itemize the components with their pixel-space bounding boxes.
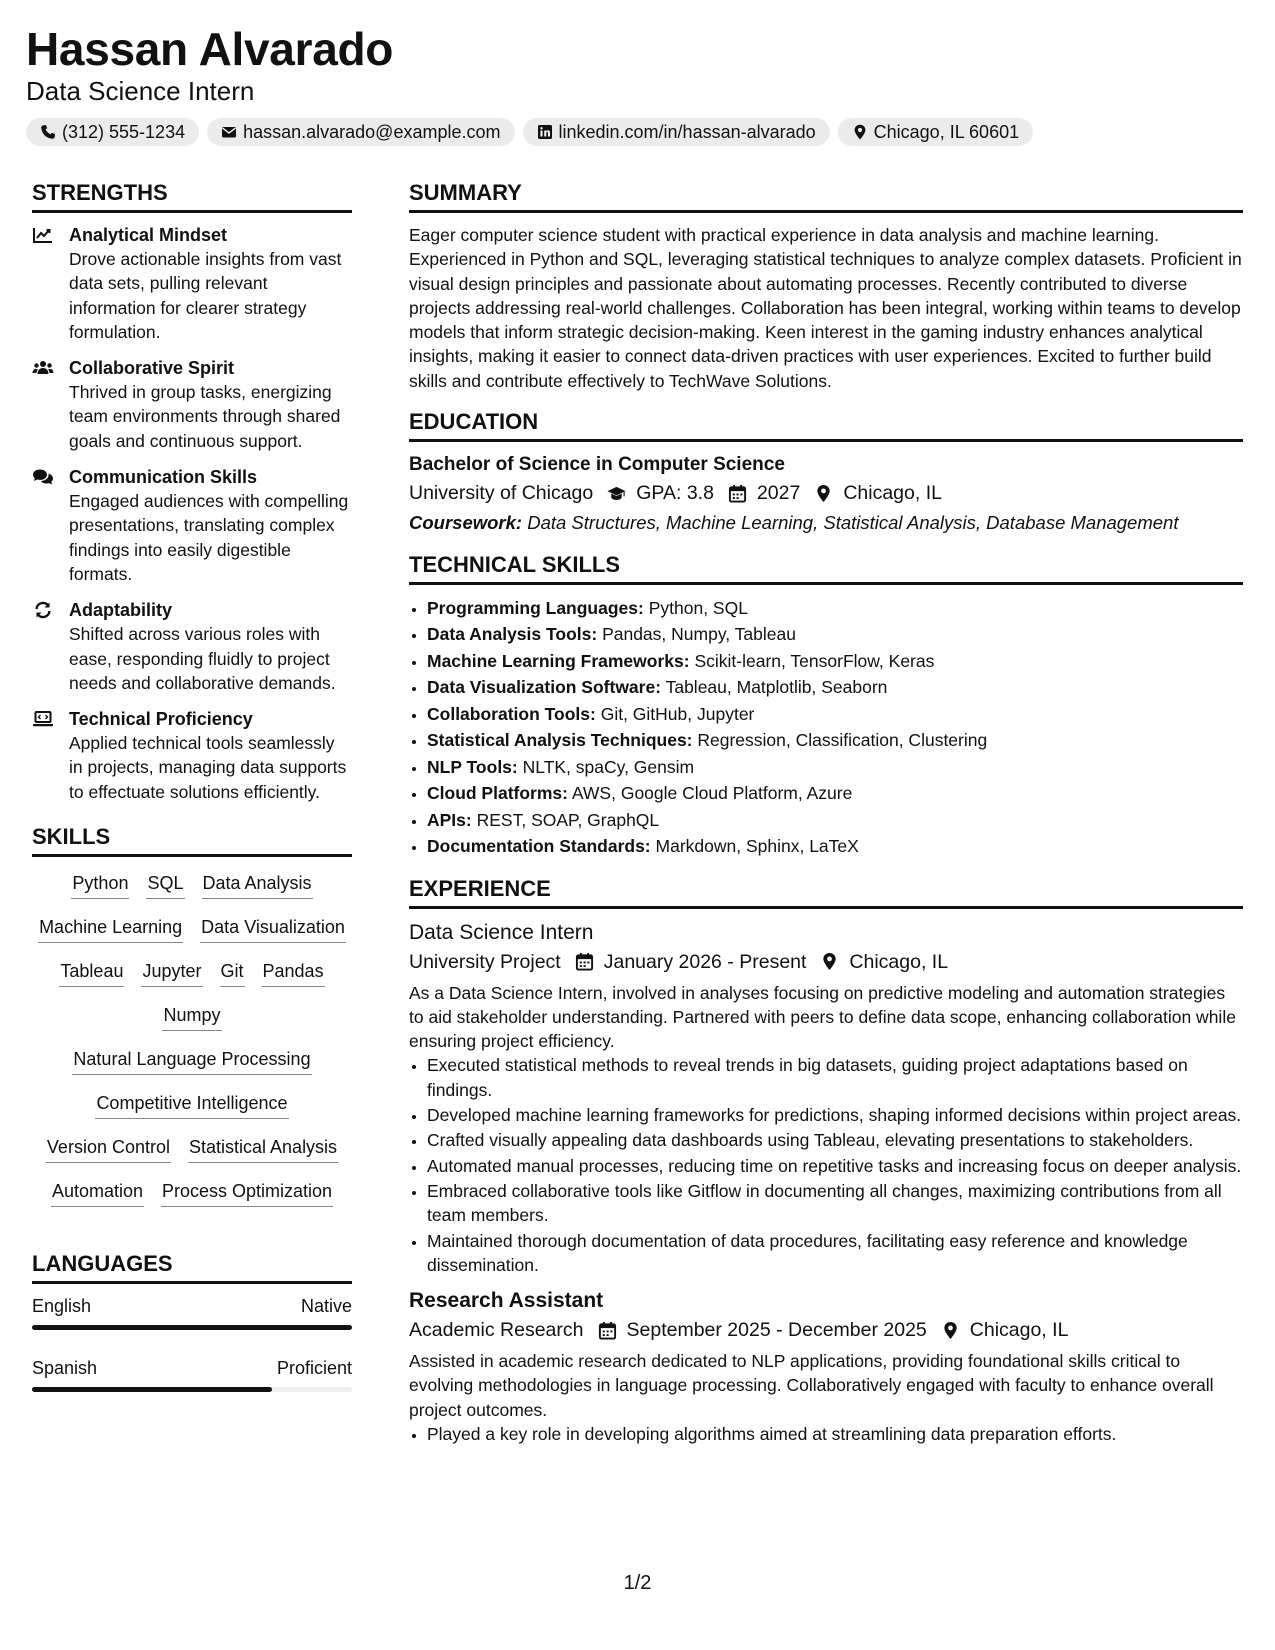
contact-location-text: Chicago, IL 60601 xyxy=(873,121,1020,142)
job-org: University Project xyxy=(409,950,561,973)
language-proficiency-fill xyxy=(32,1325,352,1330)
map-pin-icon xyxy=(820,952,839,971)
skill-tag: Statistical Analysis xyxy=(188,1135,338,1163)
experience-entry xyxy=(409,919,1243,1278)
chart-line-icon xyxy=(32,226,54,244)
skill-tag: Data Analysis xyxy=(202,871,313,899)
list-item xyxy=(427,595,1243,622)
page-number: 1/2 xyxy=(623,1572,652,1594)
strength-description: Shifted across various roles with ease, responding fluidly to project needs and collaborative demands. xyxy=(69,624,336,693)
education-gpa: GPA: 3.8 xyxy=(636,482,714,505)
skills-heading: SKILLS xyxy=(32,822,352,857)
skill-tag: Automation xyxy=(51,1179,144,1207)
skill-category: Data Analysis Tools: xyxy=(427,624,598,645)
list-item: • Maintained thorough documentation of data procedures, facilitating easy reference and knowledge dissemination. xyxy=(427,1229,1243,1278)
job-title: Data Science Intern xyxy=(409,920,594,944)
list-item xyxy=(427,833,1243,860)
coursework-list: Data Structures, Machine Learning, Statistical Analysis, Database Management xyxy=(527,512,1179,534)
language-level: Proficient xyxy=(276,1358,352,1379)
list-item: • Executed statistical methods to reveal trends in big datasets, guiding project adaptations based on findings. xyxy=(427,1053,1243,1102)
linkedin-icon xyxy=(537,124,553,140)
job-description: Assisted in academic research dedicated to NLP applications, providing foundational skills critical to evolving methodologies in language processing. Collaboratively engaged with faculty to enhance overall project outcomes. xyxy=(409,1351,1214,1420)
strength-description: Drove actionable insights from vast data sets, pulling relevant information for clearer strategy formulation. xyxy=(69,249,342,342)
skill-tag: Competitive Intelligence xyxy=(95,1091,288,1119)
skill-category: APIs: xyxy=(427,809,472,830)
map-pin-icon xyxy=(852,124,868,140)
resume-header xyxy=(26,22,1249,146)
contact-phone[interactable] xyxy=(26,118,199,146)
job-location: Chicago, IL xyxy=(969,1319,1069,1342)
job-dates: January 2026 - Present xyxy=(603,950,807,973)
calendar-icon xyxy=(598,1321,617,1340)
job-meta xyxy=(409,1315,1243,1345)
education-coursework xyxy=(409,511,1243,536)
skill-tag: Data Visualization xyxy=(200,915,346,943)
contact-phone-text: (312) 555-1234 xyxy=(62,121,186,142)
job-dates: September 2025 - December 2025 xyxy=(626,1319,927,1342)
job-bullets xyxy=(409,1053,1243,1277)
skill-tag: Machine Learning xyxy=(38,915,183,943)
skill-values: Regression, Classification, Clustering xyxy=(697,730,988,751)
list-item xyxy=(427,648,1243,675)
skill-category: NLP Tools: xyxy=(427,756,518,777)
skill-category: Programming Languages: xyxy=(427,597,644,618)
skill-category: Data Visualization Software: xyxy=(427,677,662,698)
skill-tag: Python xyxy=(71,871,129,899)
list-item xyxy=(427,754,1243,781)
skill-values: Markdown, Sphinx, LaTeX xyxy=(655,836,859,857)
language-item xyxy=(32,1294,352,1330)
job-title: Research Assistant xyxy=(409,1289,604,1313)
candidate-name: Hassan Alvarado xyxy=(26,23,394,75)
skill-category: Statistical Analysis Techniques: xyxy=(427,730,693,751)
strength-title: Analytical Mindset xyxy=(69,225,228,245)
users-icon xyxy=(32,359,54,377)
job-location: Chicago, IL xyxy=(849,950,949,973)
skill-tag: Jupyter xyxy=(141,959,202,987)
education-meta xyxy=(409,478,1243,508)
language-proficiency-fill xyxy=(32,1387,272,1392)
education-location: Chicago, IL xyxy=(843,482,942,505)
list-item: • Played a key role in developing algorithms aimed at streamlining data preparation efforts. xyxy=(427,1422,1243,1446)
skill-values: NLTK, spaCy, Gensim xyxy=(522,756,695,777)
job-bullets xyxy=(409,1422,1243,1446)
list-item xyxy=(427,621,1243,648)
strength-title: Collaborative Spirit xyxy=(69,358,235,379)
summary-heading: SUMMARY xyxy=(409,178,1243,213)
list-item xyxy=(427,807,1243,834)
list-item xyxy=(427,780,1243,807)
technical-skills-heading: TECHNICAL SKILLS xyxy=(409,550,1243,585)
language-proficiency-bar xyxy=(32,1387,352,1392)
language-level: Native xyxy=(300,1296,352,1317)
envelope-icon xyxy=(221,124,237,140)
list-item: • Automated manual processes, reducing time on repetitive tasks and increasing focus on deeper analysis. xyxy=(427,1154,1243,1178)
strength-item xyxy=(32,598,352,695)
languages-heading: LANGUAGES xyxy=(32,1249,352,1284)
education-heading: EDUCATION xyxy=(409,407,1243,442)
calendar-icon xyxy=(575,952,594,971)
skill-tag: Pandas xyxy=(262,959,325,987)
list-item xyxy=(427,701,1243,728)
experience-entry xyxy=(409,1287,1243,1446)
skill-tag: Numpy xyxy=(162,1003,221,1031)
job-description: As a Data Science Intern, involved in analyses focusing on predictive modeling and automation strategies to aid stakeholder understanding. Partnered with peers to define data scope, enhancing collaboration while ensuring project efficiency. xyxy=(409,982,1236,1052)
language-proficiency-bar xyxy=(32,1325,352,1330)
contact-bar xyxy=(26,118,1249,146)
skill-values: Tableau, Matplotlib, Seaborn xyxy=(665,677,888,698)
calendar-icon xyxy=(728,484,747,503)
language-item xyxy=(32,1356,352,1392)
job-meta xyxy=(409,947,1243,977)
skill-tag: Tableau xyxy=(59,959,124,987)
skill-values: Python, SQL xyxy=(648,597,748,618)
education-year: 2027 xyxy=(756,482,801,505)
list-item: • Embraced collaborative tools like Gitflow in documenting all changes, maximizing contributions from all team members. xyxy=(427,1179,1243,1228)
candidate-title: Data Science Intern xyxy=(26,76,255,106)
list-item: • Crafted visually appealing data dashboards using Tableau, elevating presentations to stakeholders. xyxy=(427,1128,1243,1152)
job-org: Academic Research xyxy=(409,1319,584,1342)
list-item xyxy=(427,727,1243,754)
graduation-cap-icon xyxy=(607,484,626,503)
skill-tag: Natural Language Processing xyxy=(72,1047,311,1075)
language-name: English xyxy=(32,1296,92,1317)
strength-item xyxy=(32,707,352,804)
map-pin-icon xyxy=(814,484,833,503)
strength-item xyxy=(32,223,352,344)
skill-category: Collaboration Tools: xyxy=(427,703,596,724)
phone-icon xyxy=(40,124,56,140)
strength-description: Thrived in group tasks, energizing team environments through shared goals and continuous support. xyxy=(69,382,341,451)
map-pin-icon xyxy=(941,1321,960,1340)
summary-text: Eager computer science student with practical experience in data analysis and machine learning. Experienced in Python and SQL, leveraging statistical techniques to analyze complex datasets. Proficient in visual design principles and passionate about automating processes. Recently contributed to diverse projects addressing real-world challenges. Collaboration has been integral, working within teams to develop models that inform strategic decision-making. Keen interest in the gaming industry enhances analytical insights, making it easier to connect data-driven practices with user experiences. Excited to further build skills and contribute effectively to TechWave Solutions. xyxy=(409,225,1242,391)
skill-values: Scikit-learn, TensorFlow, Keras xyxy=(694,650,935,671)
coursework-label: Coursework: xyxy=(409,512,523,534)
skill-category: Cloud Platforms: xyxy=(427,783,568,804)
list-item xyxy=(427,674,1243,701)
skill-tag: Git xyxy=(220,959,245,987)
contact-email[interactable] xyxy=(207,118,514,146)
education-school: University of Chicago xyxy=(409,482,594,505)
skill-tags xyxy=(32,867,352,1223)
skill-values: Git, GitHub, Jupyter xyxy=(600,703,755,724)
contact-location[interactable] xyxy=(838,118,1033,146)
skill-category: Documentation Standards: xyxy=(427,836,651,857)
contact-linkedin-text: linkedin.com/in/hassan-alvarado xyxy=(558,121,816,142)
language-name: Spanish xyxy=(32,1358,98,1379)
skill-values: AWS, Google Cloud Platform, Azure xyxy=(571,783,853,804)
strength-item xyxy=(32,356,352,453)
strength-title: Technical Proficiency xyxy=(69,709,253,730)
technical-skills-list xyxy=(409,595,1243,860)
left-column xyxy=(32,178,352,1410)
laptop-code-icon xyxy=(32,710,54,728)
strength-title: Adaptability xyxy=(69,600,173,621)
skill-tag: SQL xyxy=(146,871,184,899)
contact-linkedin[interactable] xyxy=(523,118,830,146)
strength-description: Engaged audiences with compelling presentations, translating complex findings into easily digestible formats. xyxy=(69,491,349,584)
list-item: • Developed machine learning frameworks for predictions, shaping informed decisions within project areas. xyxy=(427,1103,1243,1127)
experience-heading: EXPERIENCE xyxy=(409,874,1243,909)
sync-icon xyxy=(32,601,54,619)
education-degree: Bachelor of Science in Computer Science xyxy=(409,454,785,476)
skill-tag: Process Optimization xyxy=(161,1179,333,1207)
strengths-heading: STRENGTHS xyxy=(32,178,352,213)
strength-title: Communication Skills xyxy=(69,467,258,488)
skill-category: Machine Learning Frameworks: xyxy=(427,650,690,671)
strength-item xyxy=(32,465,352,586)
skill-tag: Version Control xyxy=(46,1135,171,1163)
comments-icon xyxy=(32,468,54,486)
strength-description: Applied technical tools seamlessly in projects, managing data supports to effectuate solutions efficiently. xyxy=(69,733,347,802)
skill-values: Pandas, Numpy, Tableau xyxy=(602,624,796,645)
contact-email-text: hassan.alvarado@example.com xyxy=(243,121,501,142)
right-column xyxy=(409,178,1243,1447)
skill-values: REST, SOAP, GraphQL xyxy=(476,809,660,830)
